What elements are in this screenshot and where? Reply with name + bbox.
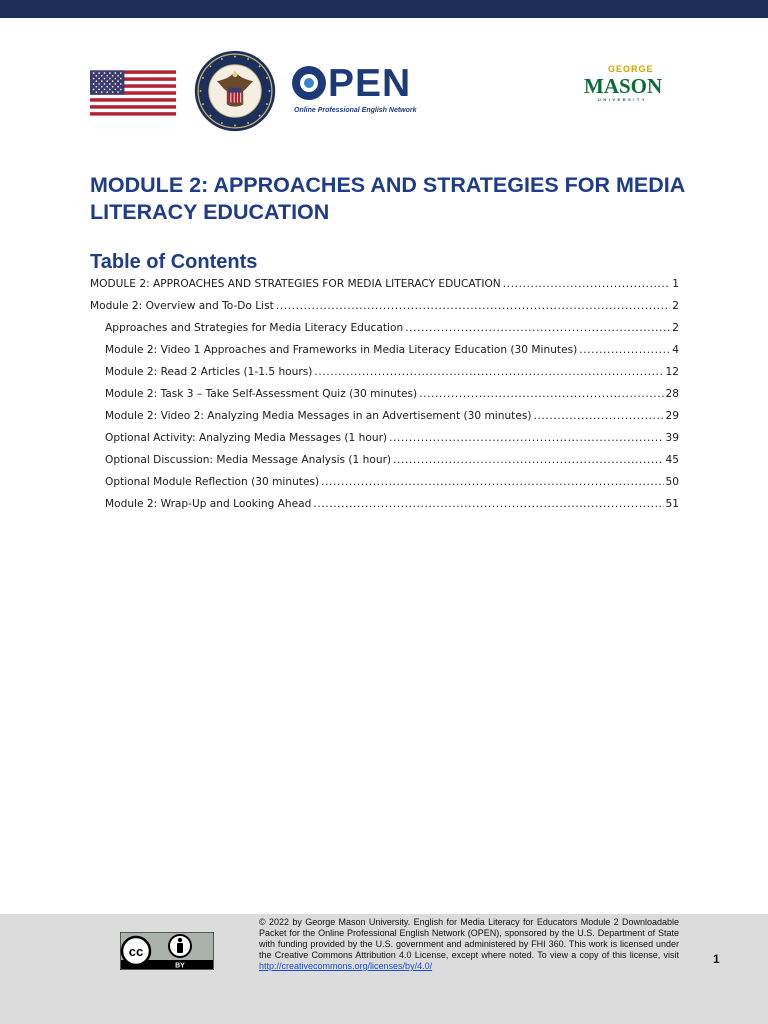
mason-logo-george: GEORGE [608, 64, 654, 74]
department-of-state-seal-icon [194, 50, 276, 132]
toc-entry-title: MODULE 2: APPROACHES AND STRATEGIES FOR MEDIA LITERACY EDUCATION [90, 278, 501, 290]
toc-entry[interactable] [105, 366, 679, 382]
toc-heading: Table of Contents [90, 251, 258, 273]
toc-entry-title: Module 2: Video 1 Approaches and Frameworks in Media Literacy Education (30 Minutes) [105, 344, 578, 356]
toc-entry-title: Optional Discussion: Media Message Analysis (1 hour) [105, 454, 392, 466]
mason-logo-mason: MASON [584, 74, 663, 98]
toc-entry[interactable] [105, 476, 679, 492]
toc-leader-dots [321, 476, 663, 488]
toc-entry-page: 50 [665, 476, 679, 488]
toc-entry[interactable] [105, 498, 679, 514]
toc-entry-page: 2 [672, 322, 679, 334]
toc-entry-title: Module 2: Wrap-Up and Looking Ahead [105, 498, 312, 510]
toc-entry-title: Module 2: Video 2: Analyzing Media Messages in an Advertisement (30 minutes) [105, 410, 532, 422]
toc-entry-page: 12 [665, 366, 679, 378]
toc-entry-page: 39 [665, 432, 679, 444]
toc-entry[interactable] [105, 454, 679, 470]
toc-entry-page: 28 [665, 388, 679, 400]
toc-entry[interactable] [90, 300, 679, 316]
toc-entry-title: Module 2: Read 2 Articles (1-1.5 hours) [105, 366, 313, 378]
toc-leader-dots [389, 432, 663, 444]
toc-entry-page: 45 [665, 454, 679, 466]
toc-leader-dots [276, 300, 670, 312]
by-label: BY [175, 962, 185, 970]
toc-entry[interactable] [105, 432, 679, 448]
cc-label: cc [128, 944, 144, 959]
open-logo-subtitle: Online Professional English Network [294, 107, 417, 114]
footer-text-body: © 2022 by George Mason University. English for Media Literacy for Educators Module 2 Downloadable Packet for the Online Professional English Network (OPEN), sponsored by the U.S. Department of State with funding provided by the U.S. government and administered by FHI 360. This work is licensed under the Creative Commons Attribution 4.0 License, except where noted. To view a copy of this license, visit [259, 917, 679, 960]
toc-entry-title: Optional Activity: Analyzing Media Messages (1 hour) [105, 432, 388, 444]
toc-entry-page: 2 [672, 300, 679, 312]
toc-entry-page: 51 [665, 498, 679, 510]
toc-entry[interactable] [105, 388, 679, 404]
open-globe-icon [292, 66, 326, 100]
module-title: MODULE 2: APPROACHES AND STRATEGIES FOR MEDIA LITERACY EDUCATION [90, 173, 685, 224]
toc-entry-title: Module 2: Task 3 – Take Self-Assessment Quiz (30 minutes) [105, 388, 418, 400]
toc-entry-page: 1 [672, 278, 679, 290]
george-mason-logo [584, 64, 663, 106]
toc-entry[interactable] [90, 278, 679, 294]
toc-entry[interactable] [105, 410, 679, 426]
toc-leader-dots [313, 498, 663, 510]
page-number: 1 [713, 952, 720, 966]
cc-by-license-icon[interactable] [120, 932, 214, 970]
license-link[interactable]: http://creativecommons.org/licenses/by/4.0/ [259, 961, 433, 971]
toc-leader-dots [314, 366, 663, 378]
logo-row [0, 50, 768, 140]
toc-leader-dots [503, 278, 671, 290]
open-logo-wordmark [292, 64, 411, 104]
toc-leader-dots [579, 344, 670, 356]
toc-leader-dots [393, 454, 663, 466]
footer [0, 914, 768, 1024]
toc-entry-title: Optional Module Reflection (30 minutes) [105, 476, 320, 488]
open-logo-text: PEN [328, 62, 412, 105]
toc-entry[interactable] [105, 344, 679, 360]
toc-leader-dots [534, 410, 664, 422]
footer-license-text [259, 917, 679, 972]
top-banner-bar [0, 0, 768, 18]
toc-entry-title: Approaches and Strategies for Media Literacy Education [105, 322, 404, 334]
open-logo [292, 64, 432, 120]
toc-entry-page: 4 [672, 344, 679, 356]
toc-entry[interactable] [105, 322, 679, 338]
toc-entry-title: Module 2: Overview and To-Do List [90, 300, 274, 312]
toc-leader-dots [419, 388, 663, 400]
toc-entry-page: 29 [665, 410, 679, 422]
toc-leader-dots [405, 322, 670, 334]
mason-logo-university: UNIVERSITY [598, 97, 648, 102]
us-flag-icon [90, 70, 176, 116]
